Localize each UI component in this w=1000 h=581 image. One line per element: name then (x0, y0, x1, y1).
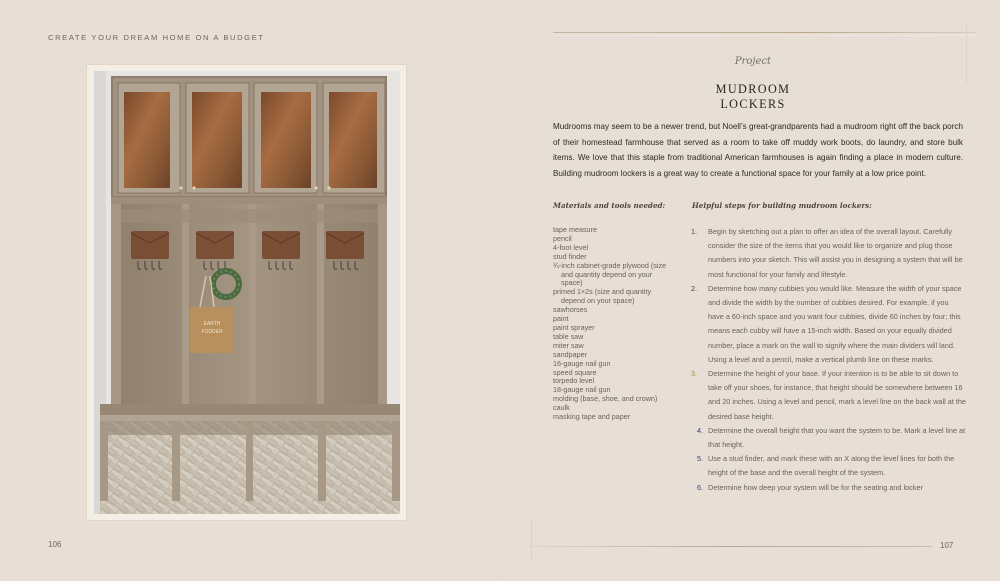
photo-frame (86, 64, 407, 521)
step-text: Determine the overall height that you want the system to be. Mark a level line at that height. (708, 425, 966, 450)
page-number-right: 107 (940, 541, 954, 550)
steps-heading: Helpful steps for building mudroom lockers: (692, 201, 872, 210)
material-item: miter saw (553, 340, 584, 350)
step-item (691, 225, 966, 282)
material-item: tape measure (553, 225, 597, 234)
step-number: 4. (697, 425, 704, 435)
mudroom-lockers-photo (94, 71, 400, 514)
corner-rule (966, 24, 967, 84)
material-item: 18-gauge nail gun (553, 385, 611, 395)
step-number: 6. (697, 482, 704, 492)
material-item: table saw (553, 331, 584, 341)
step-item (691, 481, 966, 495)
material-item: masking tape and paper (553, 412, 631, 422)
step-item (691, 452, 966, 480)
materials-heading: Materials and tools needed: (553, 201, 666, 210)
material-item: primed 1×2s (size and quantity depend on your space) (553, 287, 652, 306)
corner-rule-bottom (531, 520, 532, 560)
material-item: caulk (553, 403, 570, 413)
step-text: Determine how many cubbies you would like. Measure the width of your space and divide the width by the number of cubbies desired. For example, if you have a 60-inch space and you want four cubbies, divide 60 inches by four; this means each cubby will have a 15-inch width. Based on your equally divided number, place a mark on the wall to signify where the main dividers will land. Using a level and a pencil, make a vertical plumb line on these marks. (708, 283, 962, 364)
top-rule (553, 32, 977, 33)
material-item: pencil (553, 233, 572, 243)
step-number: 2. (691, 283, 698, 293)
step-text: Begin by sketching out a plan to offer an idea of the overall layout. Carefully consider the size of the items that you would like to organize and plug those numbers into your sketch. This will assist you in designing a system that will be most functional for your family and lifestyle. (708, 227, 963, 279)
material-item: molding (base, shoe, and crown) (553, 394, 658, 404)
material-item: paint sprayer (553, 322, 595, 332)
material-item: paint (553, 314, 569, 324)
material-item: speed square (553, 367, 597, 377)
bottom-rule (527, 546, 932, 547)
material-item: sawhorses (553, 305, 588, 315)
running-head: CREATE YOUR DREAM HOME ON A BUDGET (48, 33, 265, 42)
step-item (691, 424, 966, 452)
project-title: MUDROOM LOCKERS (715, 82, 791, 111)
step-number: 5. (697, 454, 704, 464)
step-text: Determine the height of your base. If your intention is to be able to sit down to take off your shoes, for instance, that height should be somewhere between 16 and 20 inches. Using a level and pencil, mark a level line on the back wall at the desired base height. (708, 369, 966, 421)
material-item: 16-gauge nail gun (553, 358, 611, 368)
material-item: ¾-inch cabinet-grade plywood (size and quantity depend on your space) (553, 260, 667, 288)
svg-text:EARTH: EARTH (203, 321, 221, 327)
project-kicker: Project (734, 56, 772, 67)
book-gutter (498, 0, 501, 581)
top-rule-highlight (553, 35, 977, 36)
material-item: stud finder (553, 251, 587, 261)
intro-paragraph: Mudrooms may seem to be a newer trend, but Noell’s great-grandparents had a mudroom right off the back porch of their homestead farmhouse that served as a room to take off muddy work boots, do laundry, and store bulk items. We love that this staple from traditional American farmhouses is again finding a place in modern culture. Building mudroom lockers is a great way to create a functional space for your family at a low price point. (553, 122, 963, 178)
step-text: Determine how deep your system will be for the seating and locker (708, 482, 923, 492)
step-item (691, 367, 966, 424)
steps-list (691, 225, 966, 495)
svg-text:FODDER: FODDER (201, 329, 223, 335)
materials-list (553, 226, 693, 422)
material-item: sandpaper (553, 349, 587, 359)
step-number: 3. (691, 369, 698, 379)
mudroom-illustration (94, 71, 400, 514)
step-number: 1. (691, 227, 698, 236)
step-text: Use a stud finder, and mark these with an X along the level lines for both the height of the base and the overall height of the system. (708, 454, 955, 478)
material-item: 4-foot level (553, 242, 589, 252)
page-number-left: 106 (48, 540, 62, 549)
material-item: torpedo level (553, 376, 595, 386)
step-item (691, 282, 966, 367)
